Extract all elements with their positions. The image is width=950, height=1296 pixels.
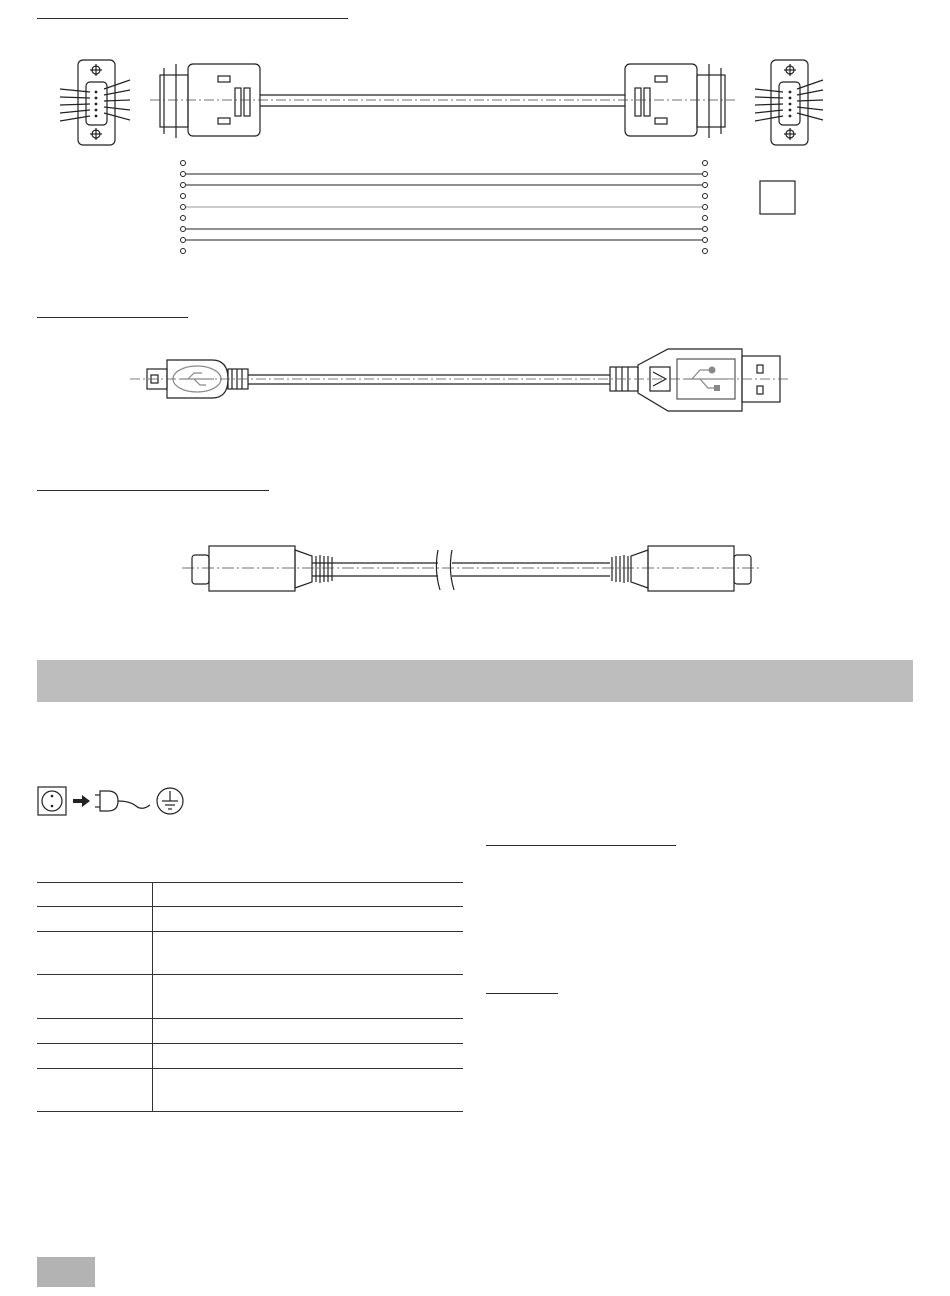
label-box	[760, 181, 795, 214]
arrow-right-icon	[73, 795, 90, 807]
table-row	[37, 1044, 463, 1069]
spec-table	[37, 882, 463, 1112]
section-band	[37, 660, 913, 702]
page-number-box	[37, 1257, 95, 1287]
power-symbols	[0, 780, 200, 820]
plug-icon	[100, 791, 118, 811]
table-row	[37, 1019, 463, 1044]
table-row	[37, 883, 463, 907]
usb-mini-to-usb-a-cable-illustration	[0, 340, 950, 430]
table-row	[37, 907, 463, 932]
section-heading-mini-din-cable	[37, 490, 269, 491]
db9-serial-cable-illustration	[0, 0, 950, 300]
mini-din-cable-illustration	[0, 540, 950, 600]
section-heading-right-1	[486, 845, 676, 846]
table-row	[37, 975, 463, 1019]
table-row	[37, 932, 463, 975]
table-row	[37, 1069, 463, 1112]
section-heading-right-2	[486, 993, 558, 994]
section-heading-usb-cable	[37, 317, 188, 318]
